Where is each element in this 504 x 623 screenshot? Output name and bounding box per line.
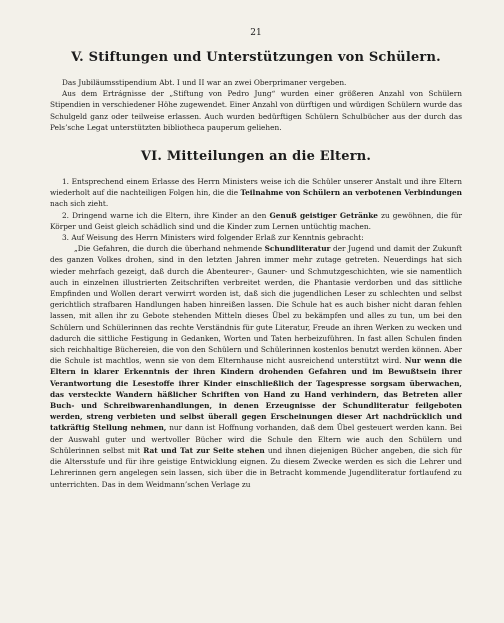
emphasis-run: Schundliteratur: [264, 244, 331, 254]
text-run: und ihnen diejenigen Bücher angeben, die sich für die Altersstufe und für ihre geistige Entwicklung eignen. Zu diesem Zwecke werden es sich die Lehrer und Lehrerinnen gern angelegen sein lassen, sich über die in Betracht kommende Jugendliteratur fortlaufend zu unterrichten. Das in dem Weidmann’schen Verlage zu: [50, 445, 463, 489]
emphasis-run: Genuß geistiger Getränke: [269, 210, 378, 220]
text-run: 2. Dringend warne ich die Eltern, ihre Kinder an den: [62, 210, 270, 220]
section-5-heading: V. Stiftungen und Unterstützungen von Schülern.: [71, 50, 441, 65]
section-6-paragraph-3: 3. Auf Weisung des Herrn Ministers wird folgender Erlaß zur Kenntnis gebracht:: [62, 233, 364, 243]
emphasis-run: Nur wenn die Eltern in klarer Erkenntnis der ihren Kindern drohenden Gefahren und im Bewußtsein ihrer Verantwortung die Lesestoffe ihrer Kinder einschließlich der Tagespresse sorgsam überwachen, das versteckte Wandern häßlicher Schriften von Hand zu Hand verhindern, das Betreten aller Buch- und Schreibwarenhandlungen, in denen Erzeugnisse der Schundliteratur feilgeboten werden, streng verbieten und selbst überall gegen Erscheinungen dieser Art nachdrücklich und tatkräftig Stellung nehmen,: [50, 356, 462, 433]
section-5-paragraph-1: Das Jubiläumsstipendium Abt. I und II war an zwei Oberprimaner vergeben.: [62, 78, 347, 87]
text-run: zu gewöhnen, die für Körper und Geist gleich schädlich sind und die Kinder zum Lernen untüchtig machen.: [50, 210, 463, 231]
text-run: 1. Entsprechend einem Erlasse des Herrn Ministers weise ich die Schüler unserer Anstalt und ihre Eltern wiederholt auf die nachteiligen Folgen hin, die die: [50, 177, 462, 198]
emphasis-run: Rat und Tat zur Seite stehen: [143, 445, 265, 455]
text-run: „Die Gefahren, die durch die überhand nehmende: [74, 244, 265, 254]
section-6-paragraph-1: [50, 176, 462, 210]
text-run: nur dann ist Hoffnung vorhanden, daß dem Übel gesteuert werden kann. Bei der Auswahl guter und wertvoller Bücher wird die Schule den Eltern wie auch den Schülern und Schülerinnen selbst mit: [50, 423, 462, 455]
text-run: der Jugend und damit der Zukunft des ganzen Volkes drohen, sind in den letzten Jahren immer mehr zutage getreten. Neuerdings hat sich wieder mehrfach gezeigt, daß durch die Abenteurer-, Gauner- und Schmutzgeschichten, wie sie namentlich auch in einzelnen illustrierten Zeitschriften verbreitet werden, die Phantasie verdorben und das sittliche Empfinden und Wollen derart verwirrt worden ist, daß sich die jugendlichen Leser zu schlechten und selbst gerichtlich strafbaren Handlungen haben hinreißen lassen. Die Schule hat es auch bisher nicht daran fehlen lassen, mit allen ihr zu Gebote stehenden Mitteln dieses Übel zu bekämpfen und alles zu tun, um bei den Schülern und Schülerinnen das rechte Verständnis für gute Literatur, Freude an ihren Werken zu wecken und dadurch die sittliche Festigung in Gedanken, Worten und Taten herbeizuführen. In fast allen Schulen finden sich reichhaltige Büchereien, die von den Schülern und Schülerinnen kostenlos benutzt werden können. Aber die Schule ist machtlos, wenn sie von dem Elternhause nicht ausreichend unterstützt wird.: [50, 244, 463, 366]
section-5-paragraph-2: Aus dem Ertrágnisse der „Stiftung von Pedro Jung“ wurden einer größeren Anzahl von Schülern Stipendien in verschiedener Höhe zugewendet. Einer Anzahl von dürftigen und würdigen Schülern wurde das Schulgeld ganz oder teilweise erlassen. Auch wurden bedürftigen Schülern Schulbücher aus der durch das Pels’sche Legat unterstützten bibliotheca pauperum geliehen.: [50, 89, 462, 132]
section-6-heading: VI. Mitteilungen an die Eltern.: [140, 149, 372, 165]
section-6-paragraph-2: [50, 210, 462, 232]
page-number: 21: [250, 28, 262, 38]
emphasis-run: Teilnahme von Schülern an verbotenen Verbindungen: [240, 188, 462, 198]
quoted-decree: [50, 243, 462, 489]
text-run: nach sich zieht.: [50, 199, 109, 209]
